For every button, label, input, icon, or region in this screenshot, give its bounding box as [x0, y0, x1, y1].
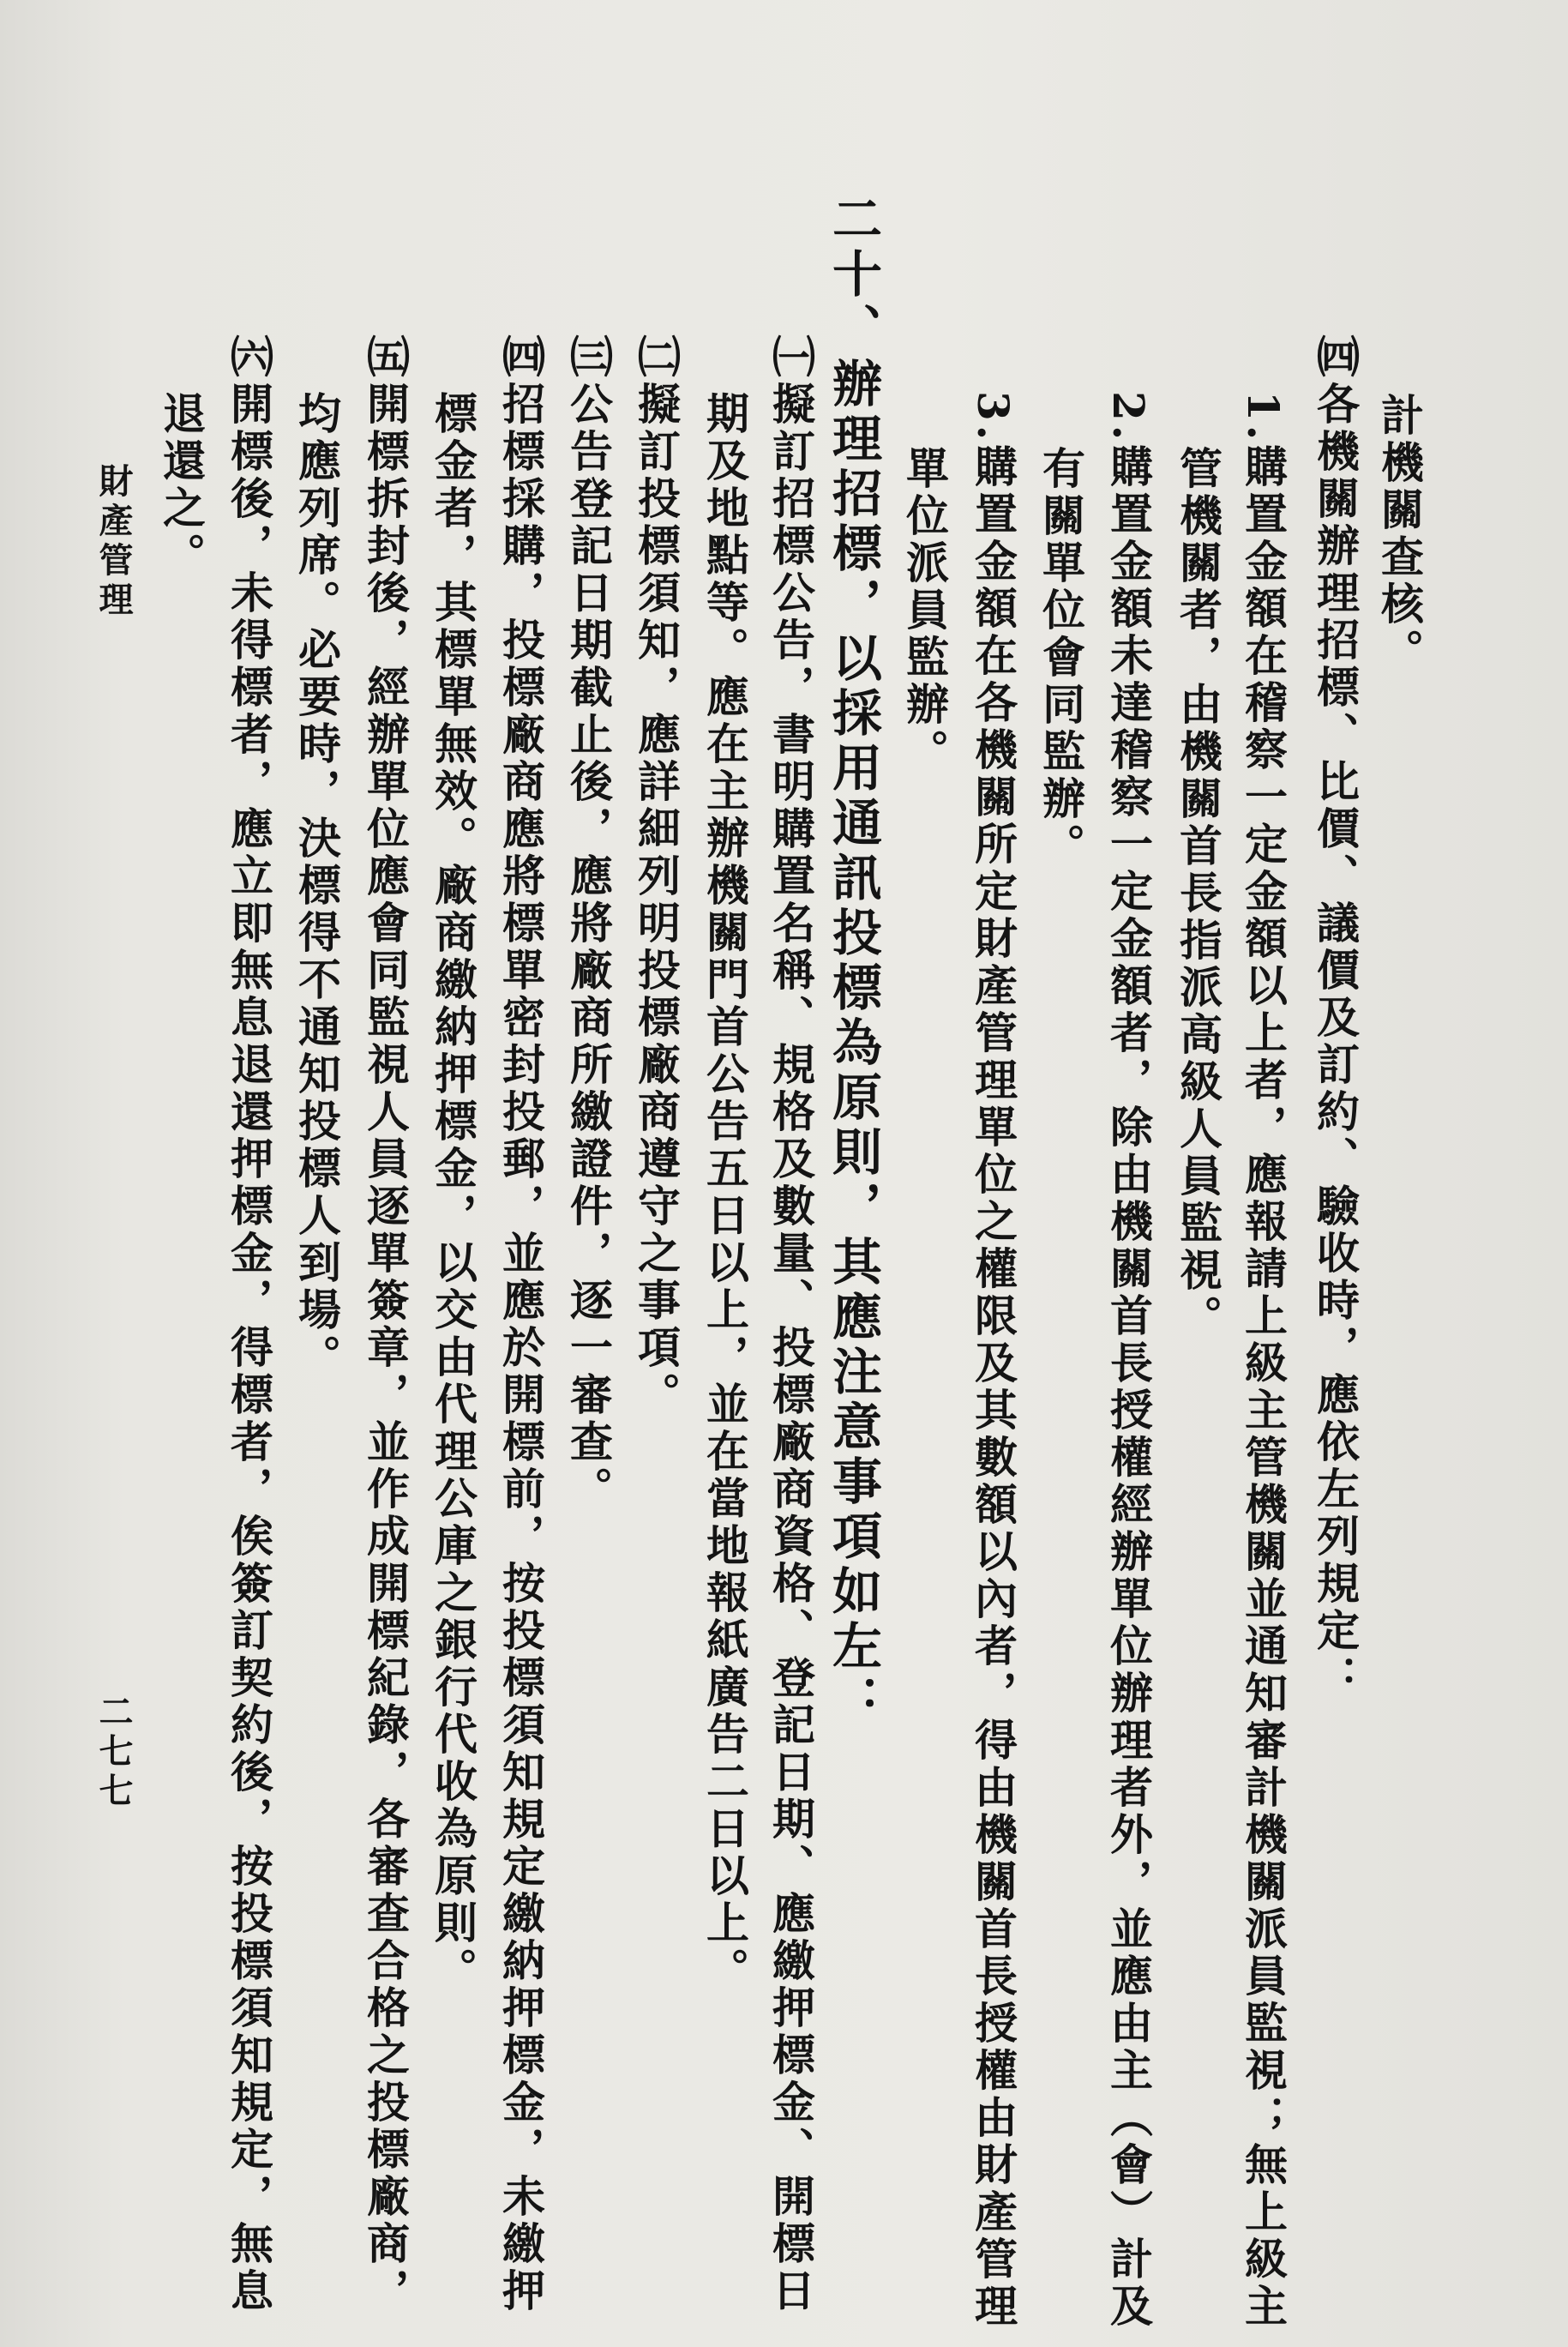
text-column-item-1-cont: 期及地點等。應在主辦機關門首公告五日以上，並在當地報紙廣告二日以上。: [700, 391, 750, 1995]
text-column-item-5: ㈤開標拆封後，經辦單位應會同監視人員逐單簽章，並作成開標紀錄，各審查合格之投標廠商，: [360, 334, 411, 2315]
text-column-item-4: ㈣各機關辦理招標、比價、議價及訂約、驗收時，應依左列規定：: [1310, 334, 1361, 1702]
text-column-item-4b: ㈣招標採購，投標廠商應將標單密封投郵，並應於開標前，按投標須知規定繳納押標金，未繳押: [496, 334, 546, 2315]
section-heading-twenty: 二十、辦理招標，以採用通訊投標為原則，其應注意事項如左：: [824, 193, 882, 1730]
text-column-item-6: ㈥開標後，未得標者，應立即無息退還押標金，得標者，俟簽訂契約後，按投標須知規定，無息: [224, 334, 274, 2315]
text-column-item-1: ㈠擬訂招標公告，書明購置名稱、規格及數量、投標廠商資格、登記日期、應繳押標金、開標日: [766, 334, 816, 2315]
text-column-sub-2-cont: 有關單位會同監辦。: [1036, 446, 1086, 870]
text-column-sub-3-cont: 單位派員監辦。: [899, 446, 950, 776]
text-column-item-3: ㈢公告登記日期截止後，應將廠商所繳證件，逐一審查。: [563, 334, 614, 1514]
text-column-item-6-cont: 退還之。: [156, 391, 207, 580]
text-column-sub-1: 1.購置金額在稽察一定金額以上者，應報請上級主管機關並通知審計機關派員監視；無上級主: [1238, 391, 1289, 2332]
text-column-sub-3: 3.購置金額在各機關所定財產管理單位之權限及其數額以內者，得由機關首長授權由財產管理: [968, 391, 1018, 2332]
text-column-item-2: ㈡擬訂投標須知，應詳細列明投標廠商遵守之事項。: [631, 334, 682, 1419]
text-column-sub-1-cont: 管機關者，由機關首長指派高級人員監視。: [1173, 446, 1223, 1342]
text-column-sub-2: 2.購置金額未達稽察一定金額者，除由機關首長授權經辦單位辦理者外，並應由主（會）計及: [1103, 391, 1154, 2332]
text-column-item-4b-cont: 標金者，其標單無效。廠商繳納押標金，以交由代理公庫之銀行代收為原則。: [428, 391, 478, 1995]
text-column-item-5-cont: 均應列席。必要時，決標得不通知投標人到場。: [291, 391, 342, 1381]
book-title-footer: 財產管理: [93, 463, 134, 621]
page-number: 二七七: [93, 1694, 134, 1812]
text-column-continuation: 計機關查核。: [1374, 393, 1425, 676]
